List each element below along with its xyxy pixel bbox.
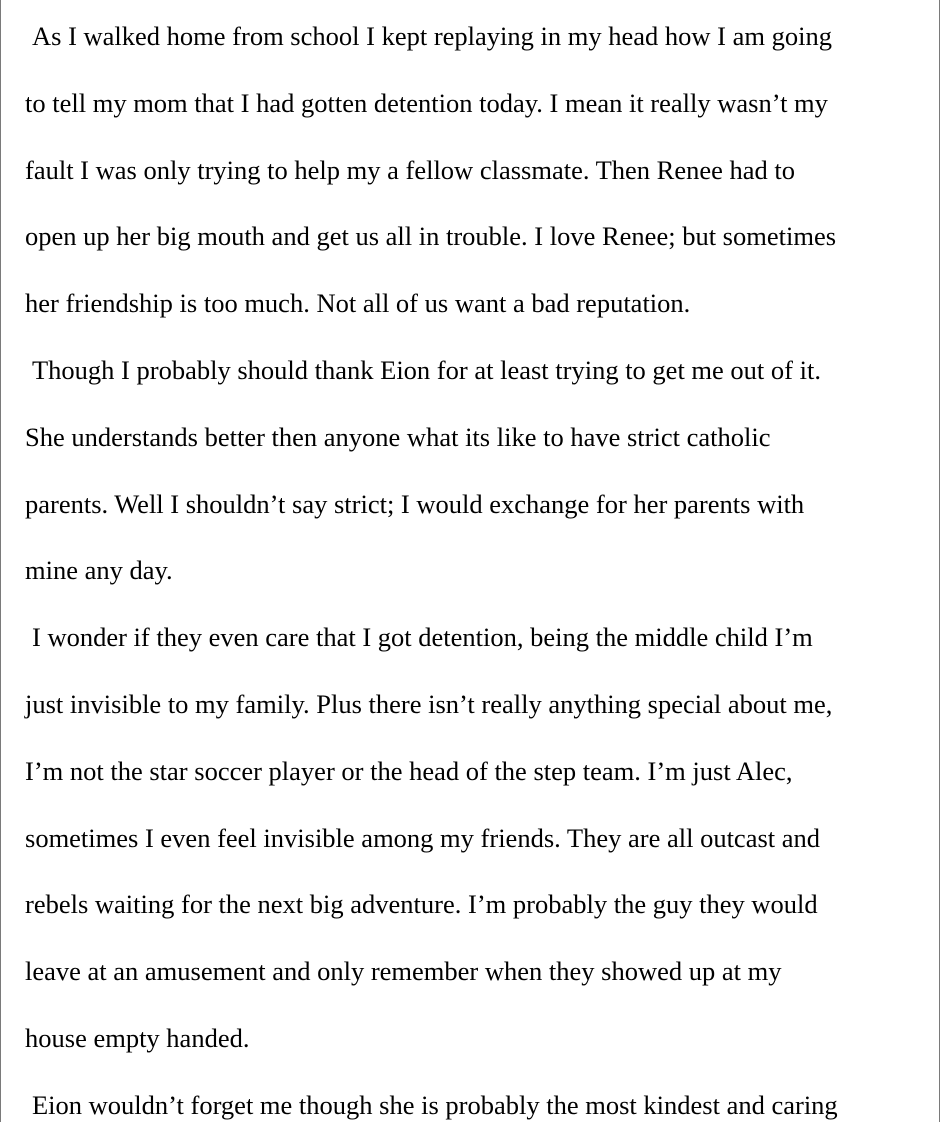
text-line: her friendship is too much. Not all of us want a bad reputation.	[25, 288, 691, 319]
text-line: I wonder if they even care that I got detention, being the middle child I’m	[32, 622, 813, 653]
text-line: Eion wouldn’t forget me though she is probably the most kindest and caring	[32, 1089, 838, 1120]
text-line: to tell my mom that I had gotten detention today. I mean it really wasn’t my	[25, 87, 828, 118]
text-line: fault I was only trying to help my a fellow classmate. Then Renee had to	[25, 154, 796, 185]
text-line: Though I probably should thank Eion for at least trying to get me out of it.	[32, 354, 821, 385]
text-line: sometimes I even feel invisible among my friends. They are all outcast and	[25, 822, 821, 853]
document-body	[25, 3, 925, 1122]
text-line: leave at an amusement and only remember when they showed up at my	[25, 956, 782, 987]
text-line: open up her big mouth and get us all in trouble. I love Renee; but sometimes	[25, 221, 837, 252]
text-line: mine any day.	[25, 555, 173, 586]
text-line: just invisible to my family. Plus there isn’t really anything special about me,	[25, 688, 833, 719]
text-line: I’m not the star soccer player or the head of the step team. I’m just Alec,	[25, 755, 793, 786]
text-line: She understands better then anyone what its like to have strict catholic	[25, 421, 771, 452]
text-line: rebels waiting for the next big adventure. I’m probably the guy they would	[25, 889, 818, 920]
text-line: house empty handed.	[25, 1022, 250, 1053]
text-line: parents. Well I shouldn’t say strict; I would exchange for her parents with	[25, 488, 805, 519]
text-line: As I walked home from school I kept replaying in my head how I am going	[32, 21, 832, 51]
